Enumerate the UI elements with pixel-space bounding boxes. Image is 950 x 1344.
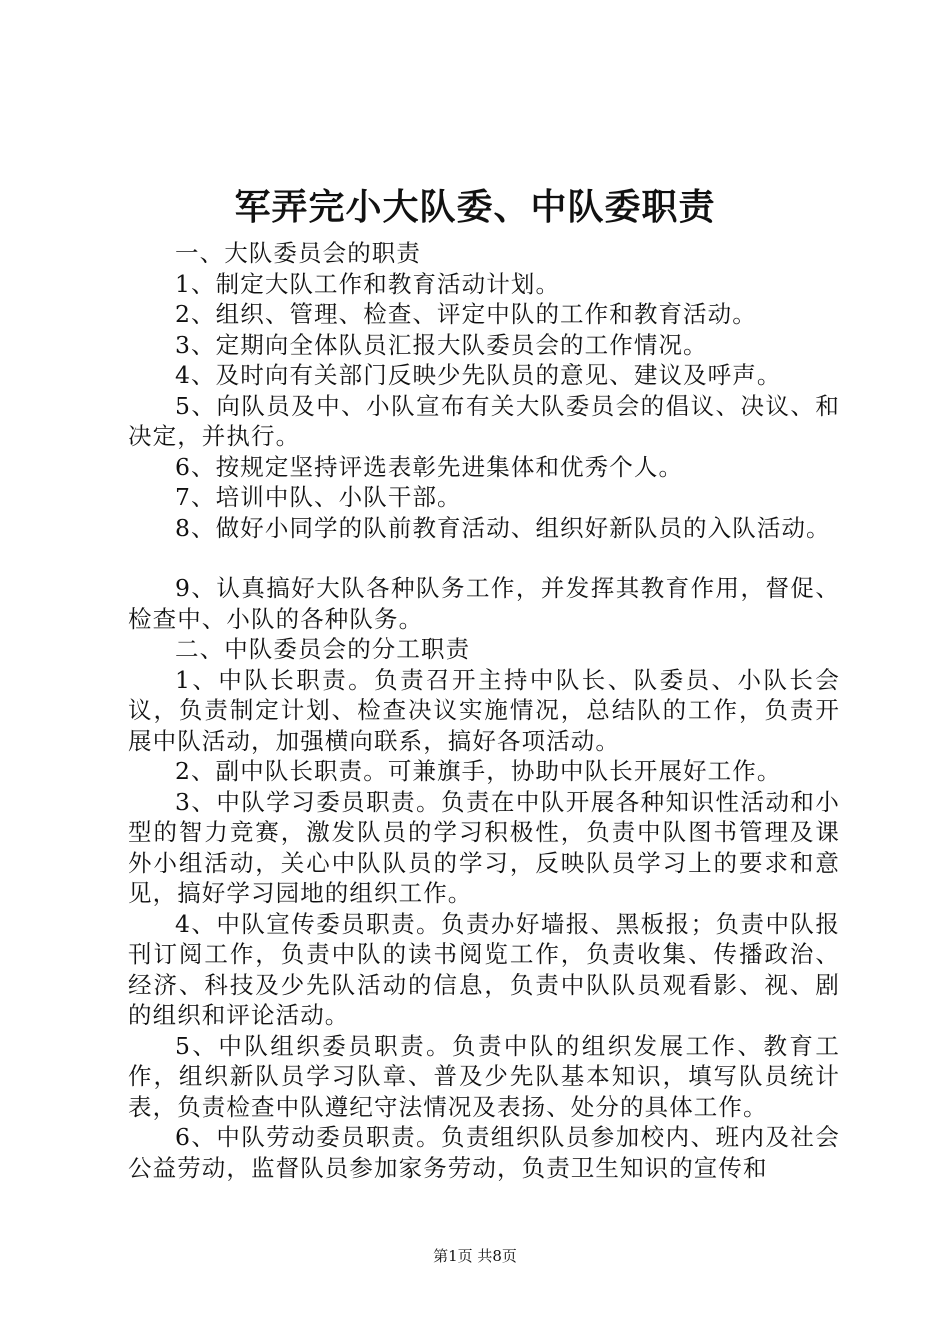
paragraph: 2、副中队长职责。可兼旗手，协助中队长开展好工作。	[175, 757, 782, 785]
document-body	[128, 238, 840, 1183]
section-heading-brigade: 一、大队委员会的职责	[175, 239, 421, 267]
paragraph: 6、中队劳动委员职责。负责组织队员参加校内、班内及社会公益劳动，监督队员参加家务劳动，负责卫生知识的宣传和	[128, 1123, 840, 1182]
document-title: 军弄完小大队委、中队委职责	[234, 187, 716, 228]
paragraph: 9、认真搞好大队各种队务工作，并发挥其教育作用，督促、检查中、小队的各种队务。	[128, 574, 840, 633]
paragraph: 5、向队员及中、小队宣布有关大队委员会的倡议、决议、和决定，并执行。	[128, 391, 840, 450]
paragraph: 4、中队宣传委员职责。负责办好墙报、黑板报；负责中队报刊订阅工作，负责中队的读书阅览工作，负责收集、传播政治、经济、科技及少先队活动的信息，负责中队队员观看影、视、剧的组织和评论活动。	[128, 909, 840, 1029]
paragraph: 3、中队学习委员职责。负责在中队开展各种知识性活动和小型的智力竞赛，激发队员的学习积极性，负责中队图书管理及课外小组活动，关心中队队员的学习，反映队员学习上的要求和意见，搞好学习园地的组织工作。	[128, 787, 840, 907]
page-footer: 第1页 共8页	[433, 1247, 517, 1265]
section-heading-squadron: 二、中队委员会的分工职责	[175, 635, 471, 663]
paragraph: 5、中队组织委员职责。负责中队的组织发展工作、教育工作，组织新队员学习队章、普及少先队基本知识，填写队员统计表，负责检查中队遵纪守法情况及表扬、处分的具体工作。	[128, 1031, 840, 1121]
paragraph: 7、培训中队、小队干部。	[175, 483, 462, 511]
paragraph: 1、中队长职责。负责召开主持中队长、队委员、小队长会议，负责制定计划、检查决议实施情况，总结队的工作，负责开展中队活动，加强横向联系，搞好各项活动。	[128, 665, 840, 755]
paragraph: 6、按规定坚持评选表彰先进集体和优秀个人。	[175, 452, 684, 481]
paragraph: 8、做好小同学的队前教育活动、组织好新队员的入队活动。	[175, 513, 831, 542]
paragraph: 3、定期向全体队员汇报大队委员会的工作情况。	[175, 330, 708, 359]
paragraph: 1、制定大队工作和教育活动计划。	[175, 269, 561, 298]
paragraph: 4、及时向有关部门反映少先队员的意见、建议及呼声。	[175, 361, 782, 389]
paragraph: 2、组织、管理、检查、评定中队的工作和教育活动。	[175, 300, 757, 328]
